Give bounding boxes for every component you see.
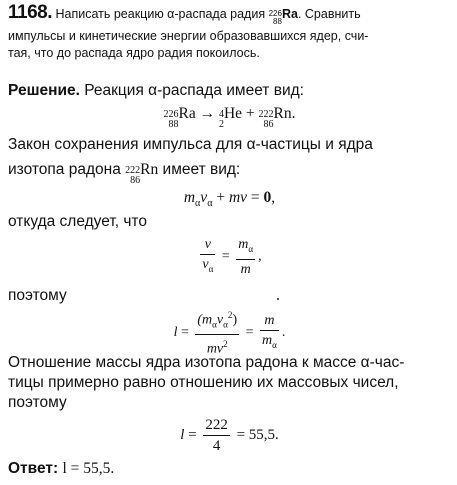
answer-value: l = 55,5. [62, 460, 115, 477]
problem-text-b: . Сравнить [297, 7, 361, 21]
solution-label: Решение. [8, 82, 80, 99]
velocity-ratio-equation: $\frac{v}{v_\alpha}$ = $\frac{m_\alpha}{m}$ , [202, 237, 262, 277]
problem-line-2: импульсы и кинетические энергии образовавшихся ядер, счи- [8, 29, 369, 43]
solution-intro [8, 80, 451, 102]
conservation-law-text: Закон сохранения импульса для α-частицы и ядра изотопа радона 222 86 Rn имеет вид: [8, 136, 373, 186]
answer-label: Ответ: [8, 460, 59, 477]
problem-line-3: тая, что до распада ядро радия покоилось. [8, 46, 260, 60]
solution-intro-text: Реакция α-распада имеет вид: [84, 82, 304, 99]
therefore-text-1: поэтому [8, 287, 67, 304]
answer [8, 458, 451, 480]
follows-text: откуда следует, что [8, 213, 147, 230]
reaction-equation: 226 88 Ra → 4 2 He + 222 86 Rn. [163, 105, 296, 130]
momentum-equation: $m_\alpha v_\alpha$ + mv = 0, [183, 189, 276, 210]
mass-ratio-text: Отношение массы ядра изотопа радона к массе α-час- тицы примерно равно отношению их массовых чисел, поэтому [8, 354, 405, 411]
problem-text-a: Написать реакцию α-распада радия [55, 7, 266, 21]
energy-ratio-equation: l = $\frac{(m_\alpha v_\alpha^2)}{mv^2}$ = $\frac{m}{m_\alpha}$ . [8, 307, 451, 358]
problem-statement [8, 4, 451, 62]
radium-nuclide: 226 88 Ra [268, 7, 298, 26]
stray-dot [277, 298, 279, 300]
result-equation: l = $\frac{222}{4}$ = 55,5. [180, 417, 279, 454]
problem-number: 1168. [8, 2, 52, 23]
